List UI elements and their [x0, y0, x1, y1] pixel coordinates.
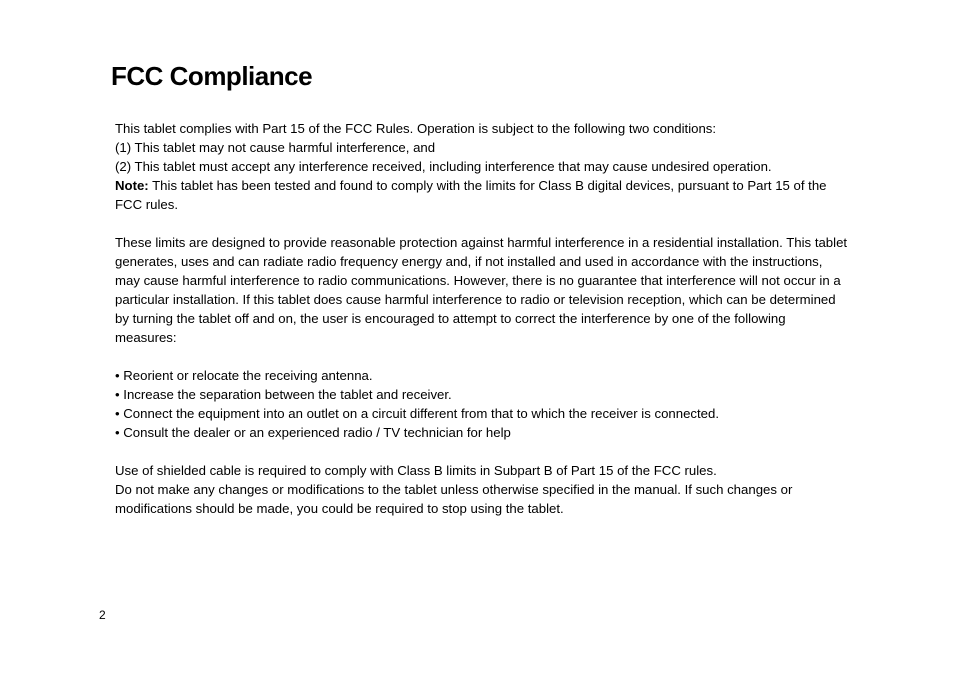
- note-paragraph: [115, 176, 850, 214]
- compliance-statement: This tablet complies with Part 15 of the FCC Rules. Operation is subject to the following two conditions:: [115, 121, 717, 136]
- condition-2: (2) This tablet must accept any interference received, including interference that may cause undesired operation.: [115, 159, 772, 174]
- list-item: • Connect the equipment into an outlet on a circuit different from that to which the receiver is connected.: [115, 406, 720, 421]
- limits-paragraph: These limits are designed to provide reasonable protection against harmful interference in a residential installation. This tablet generates, uses and can radiate radio frequency energy and, if not installed and used in accordance with the instructions, may cause harmful interference to radio communications. However, there is no guarantee that interference will not occur in a particular installation. If this tablet does cause harmful interference to radio or television reception, which can be determined by turning the tablet off and on, the user is encouraged to attempt to correct the interference by one of the following measures:: [115, 235, 848, 345]
- list-item: • Reorient or relocate the receiving antenna.: [115, 368, 373, 383]
- paragraph-spacer: [115, 442, 850, 461]
- measures-list: [115, 366, 850, 442]
- paragraph-spacer: [115, 214, 850, 233]
- list-item: • Consult the dealer or an experienced radio / TV technician for help: [115, 425, 511, 440]
- list-item: • Increase the separation between the tablet and receiver.: [115, 387, 452, 402]
- shielded-cable-paragraph: Use of shielded cable is required to comply with Class B limits in Subpart B of Part 15 of the FCC rules.: [115, 463, 717, 478]
- note-label: Note:: [115, 178, 149, 193]
- page-number: 2: [99, 608, 106, 622]
- paragraph-spacer: [115, 347, 850, 366]
- document-body: [115, 119, 850, 518]
- condition-1: (1) This tablet may not cause harmful interference, and: [115, 140, 436, 155]
- note-text: This tablet has been tested and found to comply with the limits for Class B digital devices, pursuant to Part 15 of the FCC rules.: [115, 178, 827, 212]
- modifications-paragraph: Do not make any changes or modifications to the tablet unless otherwise specified in the manual. If such changes or modifications should be made, you could be required to stop using the tablet.: [115, 482, 793, 516]
- page-title: FCC Compliance: [111, 61, 313, 91]
